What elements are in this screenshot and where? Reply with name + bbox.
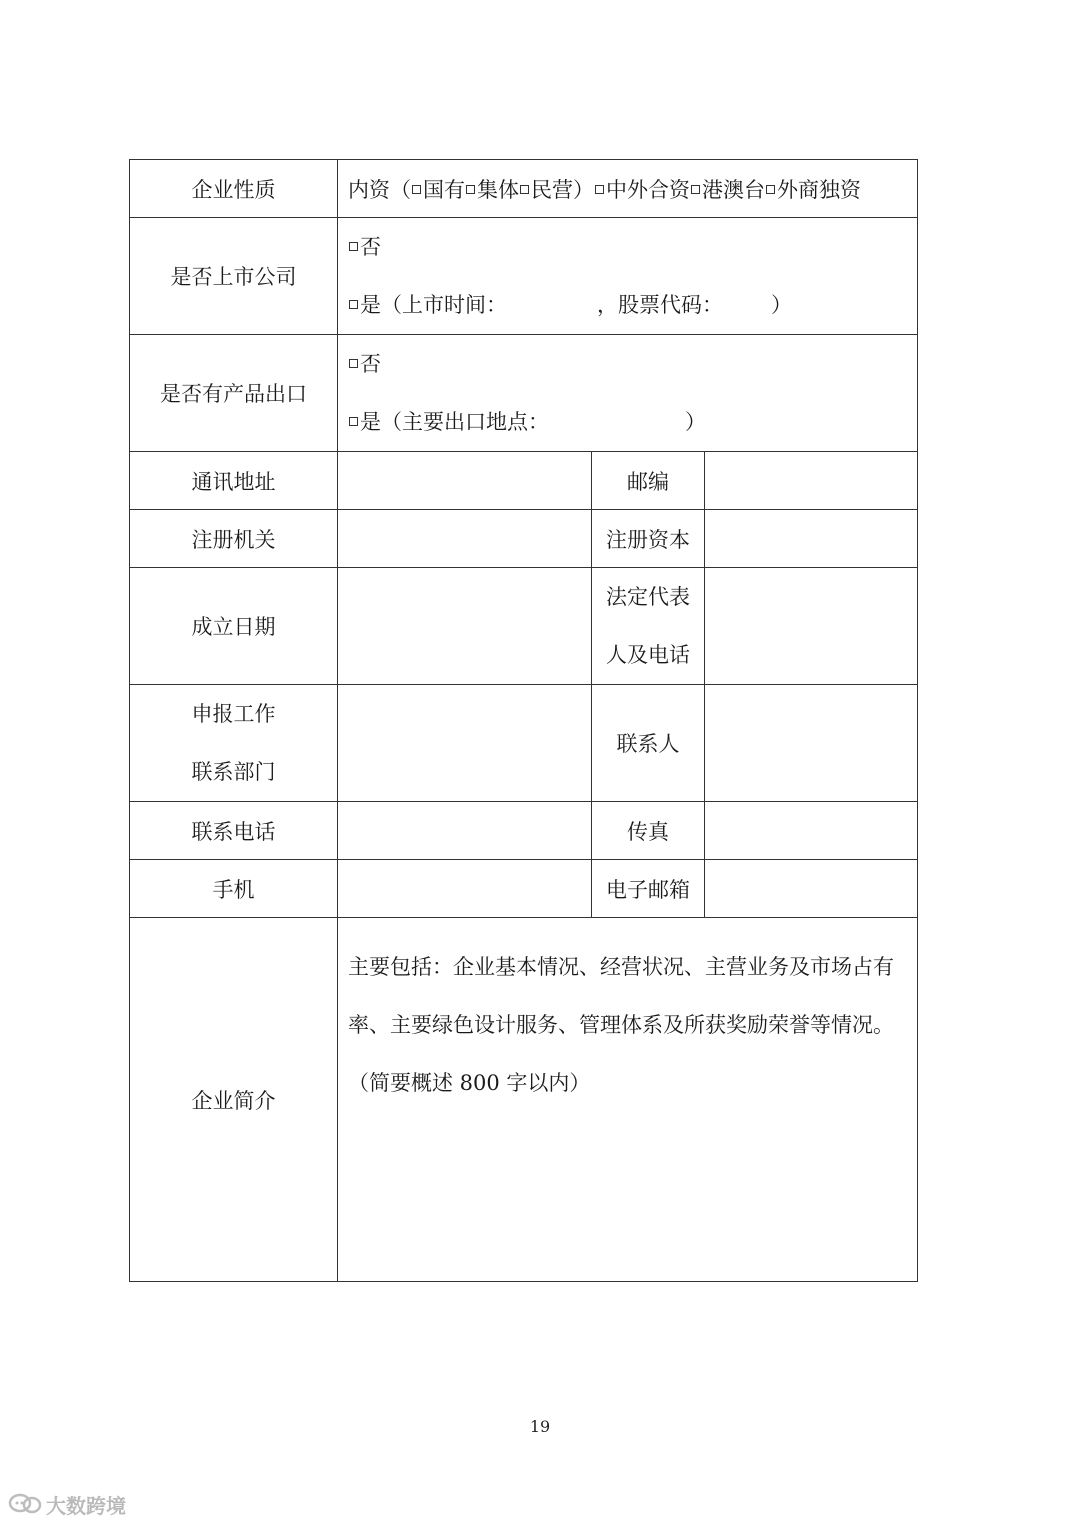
row-address: [130, 452, 918, 510]
checkbox-foreign-owned[interactable]: [766, 185, 775, 194]
export-yes-line: [348, 393, 917, 451]
label-line-1: 申报工作: [191, 702, 276, 726]
email-field[interactable]: [705, 860, 918, 918]
label-legal-representative: [592, 568, 705, 685]
option-foreign-owned: 外商独资: [777, 177, 861, 202]
label-postcode: [592, 452, 705, 510]
label-text: 传真: [627, 819, 669, 844]
checkbox-state-owned[interactable]: [412, 185, 421, 194]
label-mobile: [130, 860, 338, 918]
option-export-no: 否: [360, 352, 381, 376]
row-registration: [130, 510, 918, 568]
contact-phone-field[interactable]: [338, 802, 592, 860]
export-suffix: ）: [685, 410, 706, 434]
label-text: 企业性质: [191, 177, 276, 202]
label-text: 注册资本: [606, 527, 690, 552]
profile-instructions-line-1: 主要包括：企业基本情况、经营状况、主营业务及市场占有: [348, 955, 894, 979]
enterprise-info-form: [129, 159, 918, 1282]
postcode-field[interactable]: [705, 452, 918, 510]
row-phone: [130, 802, 918, 860]
checkbox-private[interactable]: [520, 185, 529, 194]
option-sino-foreign: 中外合资: [606, 177, 690, 202]
checkbox-export-yes[interactable]: [349, 417, 358, 426]
label-line-1: 法定代表: [606, 585, 690, 609]
label-contact-phone: [130, 802, 338, 860]
listed-no-line: [348, 218, 917, 276]
registered-capital-field[interactable]: [705, 510, 918, 568]
founding-date-field[interactable]: [338, 568, 592, 685]
label-founding-date: [130, 568, 338, 685]
checkbox-collective[interactable]: [466, 185, 475, 194]
company-profile-field[interactable]: [338, 918, 918, 1282]
fax-field[interactable]: [705, 802, 918, 860]
label-text: 手机: [212, 877, 255, 902]
options-export: [338, 335, 918, 452]
label-email: [592, 860, 705, 918]
label-listed: [130, 218, 338, 335]
option-listed-yes: 是（上市时间：: [360, 293, 507, 317]
checkbox-sino-foreign[interactable]: [595, 185, 604, 194]
row-department: [130, 685, 918, 802]
option-hk-macao-tw: 港澳台: [702, 177, 765, 202]
domestic-suffix: ）: [573, 177, 594, 202]
label-text: 成立日期: [191, 615, 276, 639]
label-line-2: 人及电话: [606, 643, 690, 667]
listed-suffix: ）: [771, 293, 792, 317]
label-fax: [592, 802, 705, 860]
row-intro: [130, 918, 918, 1282]
label-contact-department: [130, 685, 338, 802]
label-text: 电子邮箱: [606, 877, 690, 902]
row-listed: [130, 218, 918, 335]
domestic-prefix: 内资（: [348, 177, 411, 202]
options-listed: [338, 218, 918, 335]
label-export: [130, 335, 338, 452]
row-export: [130, 335, 918, 452]
option-state-owned: 国有: [423, 177, 465, 202]
label-text: 是否上市公司: [170, 265, 297, 289]
profile-instructions-line-3: （简要概述 800 字以内）: [348, 1071, 591, 1095]
mobile-field[interactable]: [338, 860, 592, 918]
registration-authority-field[interactable]: [338, 510, 592, 568]
label-registration-authority: [130, 510, 338, 568]
label-text: 通讯地址: [191, 469, 276, 494]
contact-person-field[interactable]: [705, 685, 918, 802]
checkbox-listed-no[interactable]: [349, 242, 358, 251]
option-private: 民营: [531, 177, 573, 202]
options-enterprise-nature: [338, 160, 918, 218]
label-text: 企业简介: [191, 1088, 276, 1113]
label-enterprise-nature: [130, 160, 338, 218]
label-registered-capital: [592, 510, 705, 568]
option-export-yes: 是（主要出口地点：: [360, 410, 549, 434]
label-text: 注册机关: [191, 527, 276, 552]
export-no-line: [348, 335, 917, 393]
label-contact-person: [592, 685, 705, 802]
profile-instructions-line-2: 率、主要绿色设计服务、管理体系及所获奖励荣誉等情况。: [348, 1013, 894, 1037]
option-listed-no: 否: [360, 235, 381, 259]
label-text: 联系电话: [191, 819, 276, 844]
option-collective: 集体: [477, 177, 519, 202]
legal-representative-field[interactable]: [705, 568, 918, 685]
label-company-profile: [130, 918, 338, 1282]
row-founded: [130, 568, 918, 685]
watermark-text: 大数跨境: [46, 1493, 126, 1518]
stock-code-label: ，股票代码：: [597, 293, 723, 317]
page-number: 19: [529, 1417, 551, 1436]
row-enterprise-nature: [130, 160, 918, 218]
checkbox-listed-yes[interactable]: [349, 300, 358, 309]
contact-department-field[interactable]: [338, 685, 592, 802]
label-text: 邮编: [627, 469, 669, 494]
label-text: 联系人: [616, 732, 680, 756]
row-mobile: [130, 860, 918, 918]
checkbox-export-no[interactable]: [349, 359, 358, 368]
label-address: [130, 452, 338, 510]
address-field[interactable]: [338, 452, 592, 510]
label-text: 是否有产品出口: [160, 382, 307, 406]
watermark: [8, 1490, 126, 1518]
label-line-2: 联系部门: [191, 760, 276, 784]
listed-yes-line: [348, 276, 917, 334]
checkbox-hk-macao-tw[interactable]: [691, 185, 700, 194]
chat-bubbles-icon: [8, 1492, 42, 1516]
